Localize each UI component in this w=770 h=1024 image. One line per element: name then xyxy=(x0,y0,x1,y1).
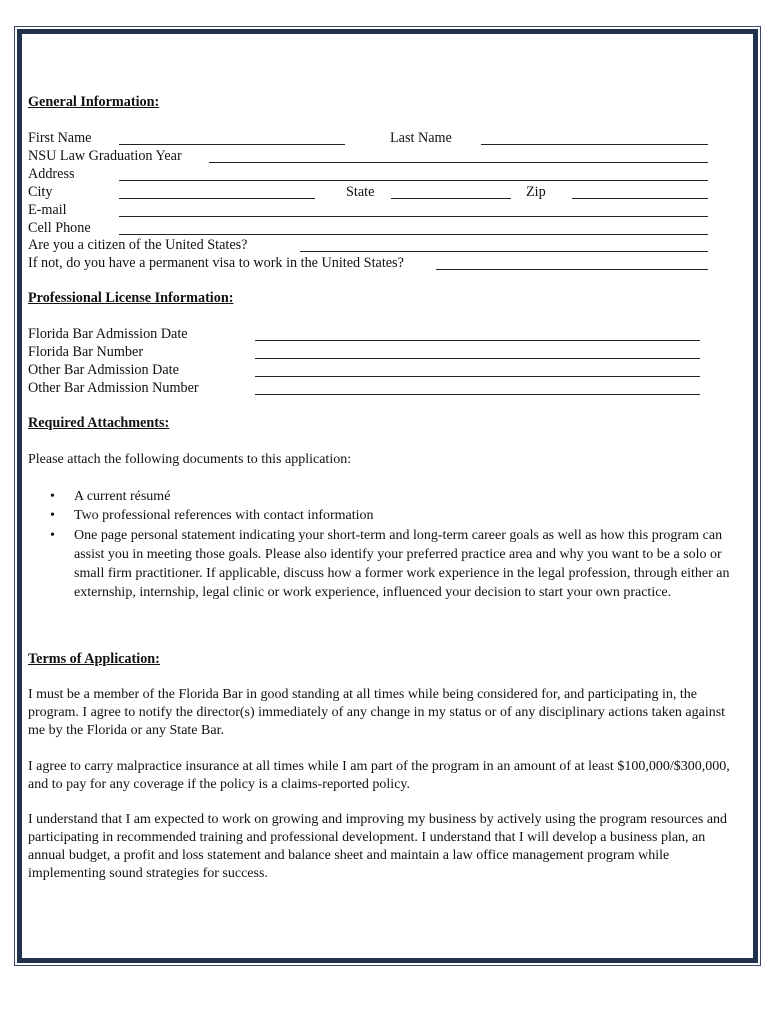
general-information-heading: General Information: xyxy=(28,94,160,110)
citizen-row xyxy=(28,237,748,255)
city-state-zip-row xyxy=(28,184,748,202)
email-row xyxy=(28,202,748,220)
first-name-label: First Name xyxy=(28,130,92,146)
state-field[interactable] xyxy=(391,198,511,199)
list-item: • A current résumé xyxy=(28,487,748,506)
cell-phone-row xyxy=(28,220,748,238)
city-label: City xyxy=(28,184,53,200)
terms-heading: Terms of Application: xyxy=(28,651,160,667)
list-item: • One page personal statement indicating your short-term and long-term career goals as well as how this program can assist you in meeting those goals. Please also identify your preferred practice area and why you want to be a solo or small firm practitioner. If applicable, discuss how a former work experience in the legal profession, through either an externship, internship, legal clinic or work experience, influenced your decision to start your own practice. xyxy=(28,526,748,603)
other-number-row xyxy=(28,380,748,398)
zip-field[interactable] xyxy=(572,198,708,199)
attachments-list xyxy=(28,487,748,603)
other-admission-row xyxy=(28,362,748,380)
citizen-answer-field[interactable] xyxy=(300,251,708,252)
last-name-label: Last Name xyxy=(390,130,452,146)
zip-label: Zip xyxy=(526,184,546,200)
email-label: E-mail xyxy=(28,202,67,218)
fl-admission-date-field[interactable] xyxy=(255,340,700,341)
list-item: • Two professional references with contact information xyxy=(28,506,748,525)
fl-admission-date-label: Florida Bar Admission Date xyxy=(28,326,188,342)
address-row xyxy=(28,166,748,184)
visa-answer-field[interactable] xyxy=(436,269,708,270)
first-name-field[interactable] xyxy=(119,144,345,145)
cell-phone-field[interactable] xyxy=(119,234,708,235)
visa-question-label: If not, do you have a permanent visa to work in the United States? xyxy=(28,255,404,271)
license-information-heading: Professional License Information: xyxy=(28,290,234,306)
citizen-question-label: Are you a citizen of the United States? xyxy=(28,237,248,253)
required-attachments-heading: Required Attachments: xyxy=(28,415,170,431)
other-bar-number-field[interactable] xyxy=(255,394,700,395)
terms-paragraph-business: I understand that I am expected to work on growing and improving my business by actively using the program resources and participating in recommended training and professional development. I understand that I will develop a business plan, an annual budget, a profit and loss statement and balance sheet and maintain a law office management program while implementing sound strategies for success. xyxy=(28,812,728,881)
grad-year-field[interactable] xyxy=(209,162,708,163)
name-row xyxy=(28,130,748,148)
address-label: Address xyxy=(28,166,75,182)
fl-number-row xyxy=(28,344,748,362)
other-admission-date-label: Other Bar Admission Date xyxy=(28,362,179,378)
email-field[interactable] xyxy=(119,216,708,217)
attachments-intro: Please attach the following documents to this application: xyxy=(28,452,352,467)
visa-row xyxy=(28,255,748,273)
last-name-field[interactable] xyxy=(481,144,708,145)
grad-year-label: NSU Law Graduation Year xyxy=(28,148,182,164)
fl-bar-number-field[interactable] xyxy=(255,358,700,359)
state-label: State xyxy=(346,184,375,200)
other-admission-date-field[interactable] xyxy=(255,376,700,377)
fl-admission-row xyxy=(28,326,748,344)
other-bar-number-label: Other Bar Admission Number xyxy=(28,380,199,396)
grad-year-row xyxy=(28,148,748,166)
city-field[interactable] xyxy=(119,198,315,199)
fl-bar-number-label: Florida Bar Number xyxy=(28,344,144,360)
address-field[interactable] xyxy=(119,180,708,181)
terms-paragraph-insurance: I agree to carry malpractice insurance at all times while I am part of the program in an amount of at least $100,000/$300,000, and to pay for any coverage if the policy is a claims-reported policy. xyxy=(28,759,730,792)
terms-paragraph-membership: I must be a member of the Florida Bar in good standing at all times while being considered for, and participating in, the program. I agree to notify the director(s) immediately of any change in my status or of any disciplinary actions taken against me by the Florida or any State Bar. xyxy=(28,687,726,738)
cell-phone-label: Cell Phone xyxy=(28,220,91,236)
